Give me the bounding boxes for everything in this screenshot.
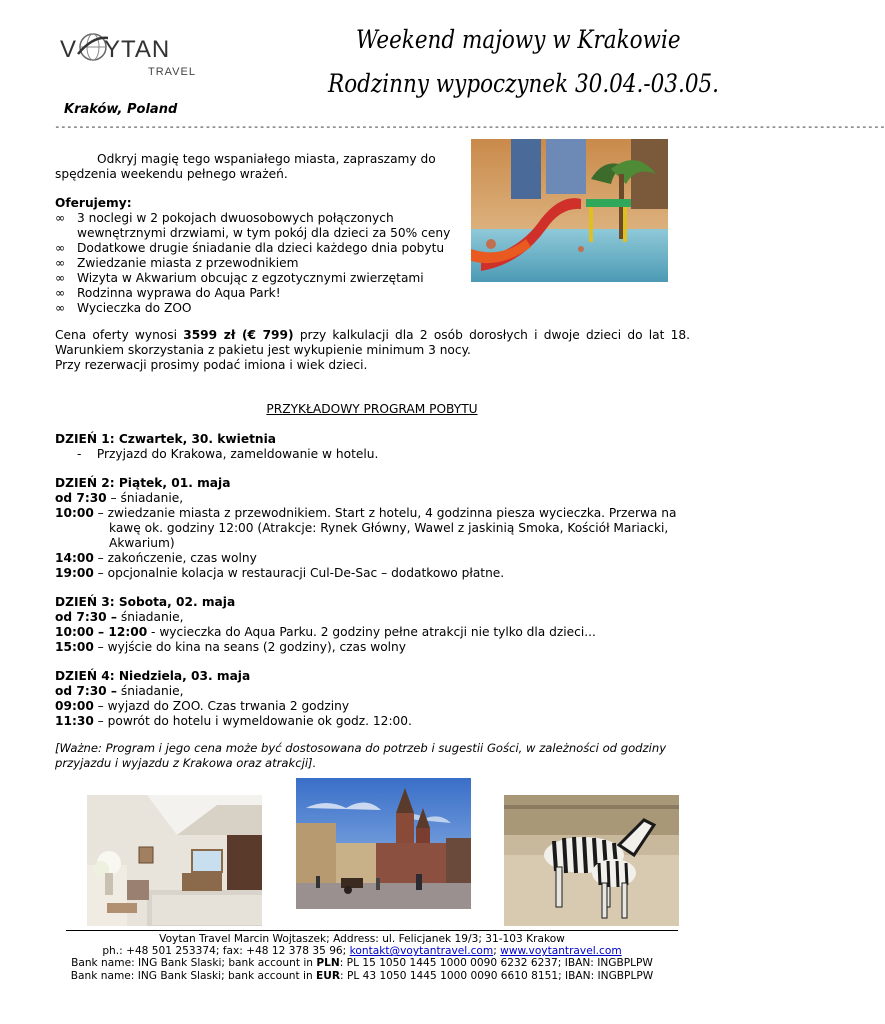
header-separator: ------------------------------------------------------------------------------------------------------------------------------------------ xyxy=(54,120,885,133)
bullet-icon: ∞ xyxy=(55,211,66,225)
footer-bank-pln: Bank name: ING Bank Slaski; bank account in PLN: PL 15 1050 1445 1000 0090 6232 6237; IBAN: INGBPLPW xyxy=(71,957,653,970)
day-3 xyxy=(55,595,695,655)
day-heading: DZIEŃ 2: Piątek, 01. maja xyxy=(55,476,231,490)
day-4 xyxy=(55,669,695,729)
offer-item: ∞ Wycieczka do ZOO xyxy=(55,301,192,315)
schedule-row: 14:00 – zakończenie, czas wolny xyxy=(55,551,257,565)
program-title: PRZYKŁADOWY PROGRAM POBYTU xyxy=(266,402,478,416)
main-square-photo xyxy=(296,778,471,909)
hotel-room-photo xyxy=(87,795,262,926)
day-heading: DZIEŃ 4: Niedziela, 03. maja xyxy=(55,669,251,683)
schedule-row: 15:00 – wyjście do kina na seans (2 godziny), czas wolny xyxy=(55,640,406,654)
bullet-icon: ∞ xyxy=(55,286,66,300)
footer-address: Voytan Travel Marcin Wojtaszek; Address: ul. Felicjanek 19/3; 31-103 Krakow xyxy=(159,933,565,945)
aquapark-photo xyxy=(471,139,668,282)
email-link[interactable]: kontakt@voytantravel.com xyxy=(349,945,494,958)
price-line: Cena oferty wynosi 3599 zł (€ 799) przy kalkulacji dla 2 osób dorosłych i dwoje dzieci do lat 18. xyxy=(55,328,690,342)
day-heading: DZIEŃ 3: Sobota, 02. maja xyxy=(55,595,236,609)
schedule-row-continued: Akwarium) xyxy=(109,536,175,550)
intro-paragraph xyxy=(55,152,450,182)
price-amount: 3599 zł (€ 799) xyxy=(183,328,294,342)
bullet-icon: ∞ xyxy=(55,256,66,270)
intro-text: Odkryj magię tego wspaniałego miasta, zapraszamy do spędzenia weekendu pełnego wrażeń. xyxy=(55,152,436,181)
day-heading: DZIEŃ 1: Czwartek, 30. kwietnia xyxy=(55,432,276,446)
title-line-1: Weekend majowy w Krakowie xyxy=(356,25,681,54)
offer-list xyxy=(55,211,455,316)
bullet-icon: ∞ xyxy=(55,301,66,315)
zebras-photo xyxy=(504,795,679,926)
title-line-2: Rodzinny wypoczynek 30.04.-03.05. xyxy=(328,69,720,98)
logo-letter-v: V xyxy=(60,36,78,63)
schedule-row: od 7:30 – śniadanie, xyxy=(55,491,184,505)
offer-item: ∞ Zwiedzanie miasta z przewodnikiem xyxy=(55,256,299,270)
day-item: - Przyjazd do Krakowa, zameldowanie w hotelu. xyxy=(77,447,379,461)
schedule-row: 11:30 – powrót do hotelu i wymeldowanie ok godz. 12:00. xyxy=(55,714,412,728)
schedule-row: od 7:30 – śniadanie, xyxy=(55,684,184,698)
schedule-row: 10:00 – zwiedzanie miasta z przewodnikiem. Start z hotelu, 4 godzinna piesza wycieczka. Przerwa na xyxy=(55,506,677,520)
website-link[interactable]: www.voytantravel.com xyxy=(500,945,622,958)
bullet-icon: ∞ xyxy=(55,271,66,285)
offer-item: ∞ Dodatkowe drugie śniadanie dla dzieci każdego dnia pobytu xyxy=(55,241,445,255)
program-note: [Ważne: Program i jego cena może być dostosowana do potrzeb i sugestii Gości, w zależności od godziny przyjazdu i wyjazdu z Krakowa oraz atrakcji]. xyxy=(55,741,667,770)
offer-heading: Oferujemy: xyxy=(55,196,132,210)
offer-section xyxy=(55,196,455,316)
footer-contact: ph.: +48 501 253374; fax: +48 12 378 35 96; kontakt@voytantravel.com; www.voytantravel.com xyxy=(102,945,622,958)
schedule-row: od 7:30 – śniadanie, xyxy=(55,610,184,624)
price-section xyxy=(55,328,690,373)
location-label: Kraków, Poland xyxy=(64,102,178,117)
day-2 xyxy=(55,476,695,581)
schedule-row-continued: kawę ok. godziny 12:00 (Atrakcje: Rynek Główny, Wawel z jaskinią Smoka, Kościół Mariacki, xyxy=(109,521,669,535)
day-1 xyxy=(55,432,695,462)
footer xyxy=(0,933,724,982)
price-reservation-note: Przy rezerwacji prosimy podać imiona i wiek dzieci. xyxy=(55,358,368,372)
offer-item: ∞ Rodzinna wyprawa do Aqua Park! xyxy=(55,286,281,300)
schedule-row: 09:00 – wyjazd do ZOO. Czas trwania 2 godziny xyxy=(55,699,350,713)
schedule-row: 10:00 – 12:00 - wycieczka do Aqua Parku. 2 godziny pełne atrakcji nie tylko dla dzieci... xyxy=(55,625,596,639)
footer-bank-eur: Bank name: ING Bank Slaski; bank account in EUR: PL 43 1050 1445 1000 0090 6610 8151; IBAN: INGBPLPW xyxy=(70,969,654,982)
footer-rule xyxy=(66,930,678,931)
bullet-icon: ∞ xyxy=(55,241,66,255)
logo xyxy=(60,30,200,85)
schedule-row: 19:00 – opcjonalnie kolacja w restauracji Cul-De-Sac – dodatkowo płatne. xyxy=(55,566,505,580)
logo-subtitle: TRAVEL xyxy=(148,66,196,78)
offer-item: ∞ Wizyta w Akwarium obcując z egzotycznymi zwierzętami xyxy=(55,271,424,285)
offer-item: ∞ 3 noclegi w 2 pokojach dwuosobowych połączonych wewnętrznymi drzwiami, w tym pokój dla dzieci za 50% ceny xyxy=(55,211,451,240)
price-condition: Warunkiem skorzystania z pakietu jest wykupienie minimum 3 nocy. xyxy=(55,343,471,357)
logo-wordmark: YTAN xyxy=(104,36,171,63)
